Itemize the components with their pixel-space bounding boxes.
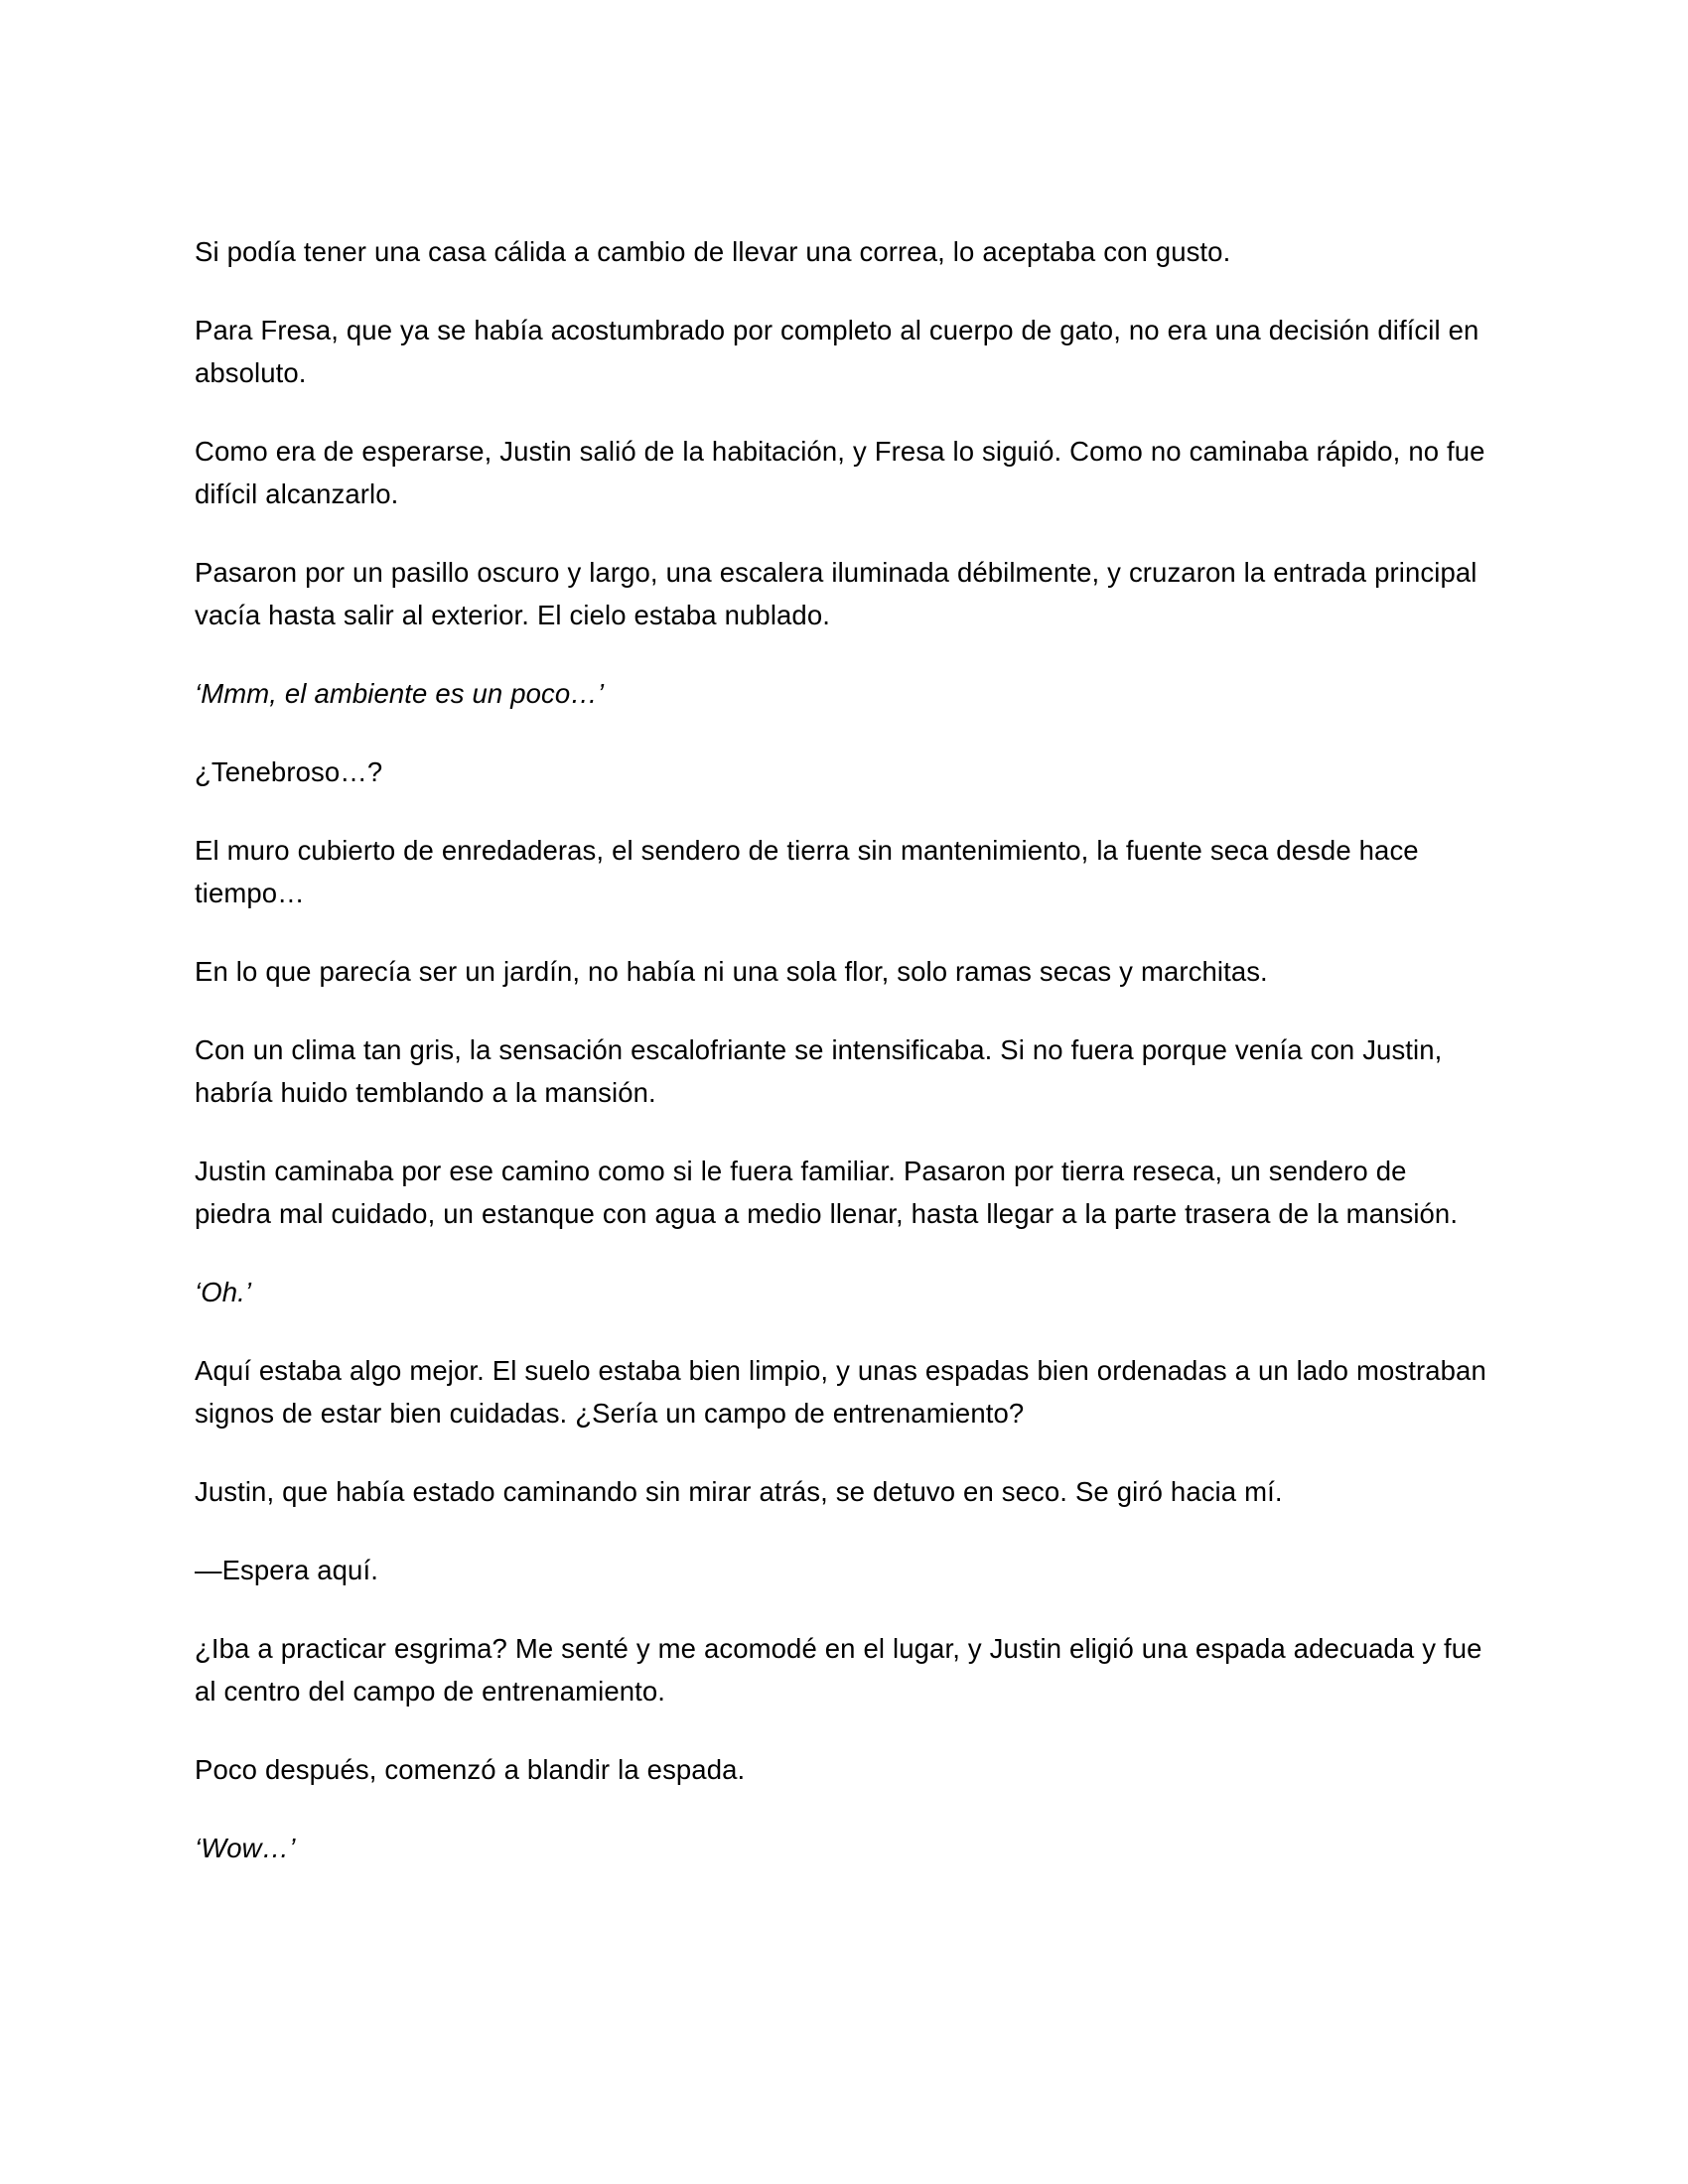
paragraph: Justin caminaba por ese camino como si le fuera familiar. Pasaron por tierra reseca, un sendero de piedra mal cuidado, un estanque con agua a medio llenar, hasta llegar a la parte trasera de la mansión.	[195, 1156, 1459, 1229]
paragraph: El muro cubierto de enredaderas, el sendero de tierra sin mantenimiento, la fuente seca desde hace tiempo…	[195, 835, 1419, 908]
paragraph: En lo que parecía ser un jardín, no había ni una sola flor, solo ramas secas y marchitas.	[195, 956, 1268, 987]
paragraph: Aquí estaba algo mejor. El suelo estaba bien limpio, y unas espadas bien ordenadas a un lado mostraban signos de estar bien cuidadas. ¿Sería un campo de entrenamiento?	[195, 1355, 1486, 1429]
paragraph: Como era de esperarse, Justin salió de la habitación, y Fresa lo siguió. Como no caminaba rápido, no fue difícil alcanzarlo.	[195, 436, 1485, 509]
paragraph-italic-thought: ‘Mmm, el ambiente es un poco…’	[195, 678, 605, 709]
paragraph: Para Fresa, que ya se había acostumbrado por completo al cuerpo de gato, no era una decisión difícil en absoluto.	[195, 315, 1479, 388]
paragraph-italic-thought: ‘Wow…’	[195, 1833, 296, 1863]
document-body	[195, 230, 1509, 1869]
paragraph-italic-thought: ‘Oh.’	[195, 1277, 252, 1307]
paragraph: ¿Tenebroso…?	[195, 756, 383, 787]
paragraph: ¿Iba a practicar esgrima? Me senté y me acomodé en el lugar, y Justin eligió una espada adecuada y fue al centro del campo de entrenamiento.	[195, 1633, 1482, 1706]
paragraph: Justin, que había estado caminando sin mirar atrás, se detuvo en seco. Se giró hacia mí.	[195, 1476, 1283, 1507]
paragraph: Con un clima tan gris, la sensación escalofriante se intensificaba. Si no fuera porque venía con Justin, habría huido temblando a la mansión.	[195, 1034, 1443, 1108]
paragraph: Si podía tener una casa cálida a cambio de llevar una correa, lo aceptaba con gusto.	[195, 236, 1231, 267]
paragraph-dialogue: —Espera aquí.	[195, 1555, 378, 1585]
paragraph: Pasaron por un pasillo oscuro y largo, una escalera iluminada débilmente, y cruzaron la entrada principal vacía hasta salir al exterior. El cielo estaba nublado.	[195, 557, 1477, 630]
paragraph: Poco después, comenzó a blandir la espada.	[195, 1754, 746, 1785]
